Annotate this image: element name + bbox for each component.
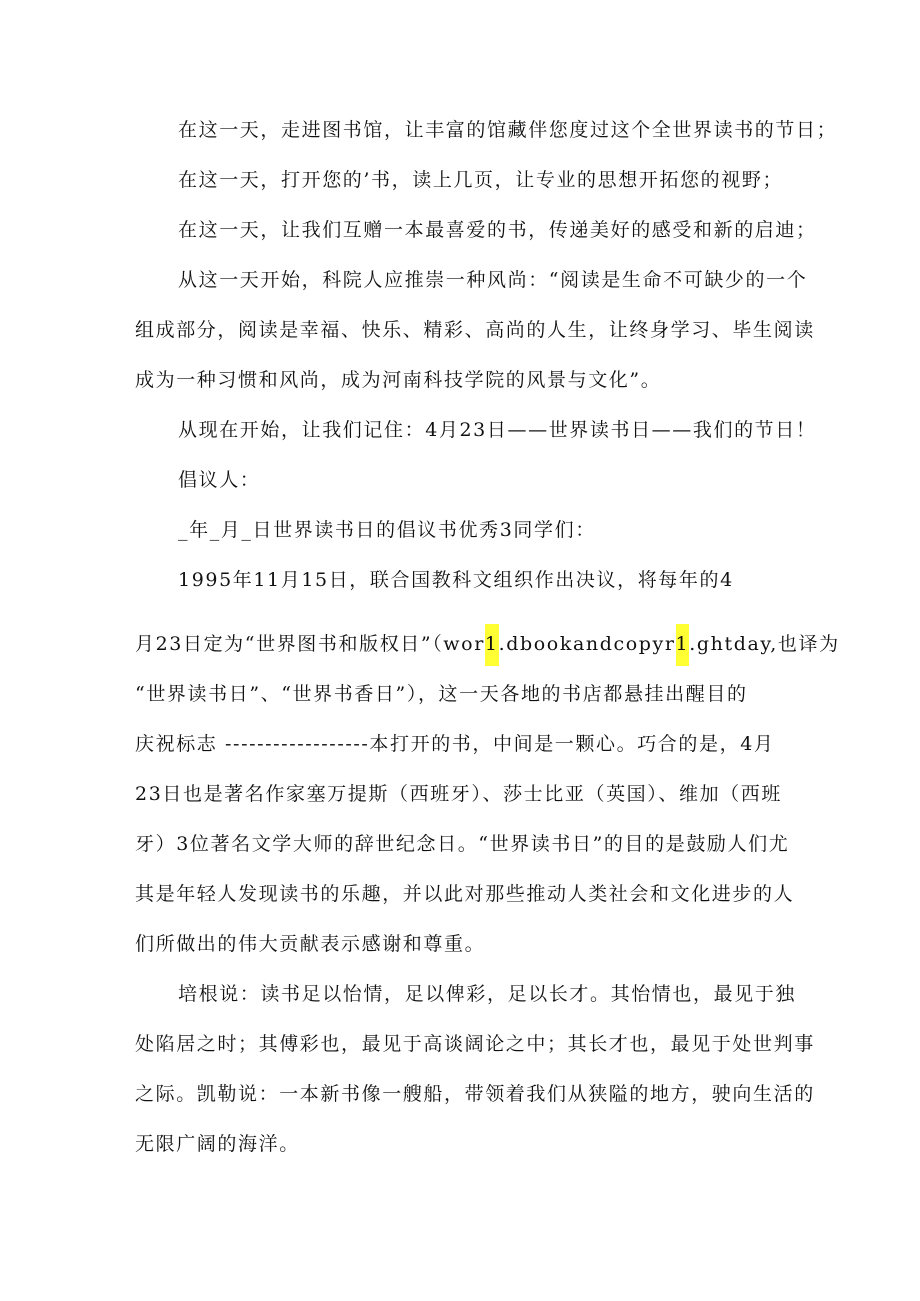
paragraph-library-day: 在这一天，走进图书馆，让丰富的馆藏伴您度过这个全世界读书的节日； xyxy=(178,119,838,141)
paragraph-open-book: 在这一天，打开您的’书，读上几页，让专业的思想开拓您的视野； xyxy=(178,169,784,191)
paragraph-trend-line2: 组成部分，阅读是幸福、快乐、精彩、高尚的人生，让终身学习、毕生阅读 xyxy=(135,319,815,341)
paragraph-date-heading: _年_月_日世界读书日的倡议书优秀3同学们： xyxy=(178,519,596,541)
paragraph-quotes-line2: 处陷居之时；其傅彩也，最见于高谈阔论之中；其长才也，最见于处世判事 xyxy=(135,1033,815,1055)
paragraph-trend-line1: 从这一天开始，科院人应推崇一种风尚：“阅读是生命不可缺少的一个 xyxy=(178,269,808,291)
text-segment: 月23日定为“世界图书和版权日”（wor xyxy=(135,633,485,655)
paragraph-unesco-intro: 1995年11月15日，联合国教科文组织作出决议，将每年的4 xyxy=(178,569,734,591)
highlight-mark: 1 xyxy=(676,624,690,666)
paragraph-world-book-day-line3: 庆祝标志 ------------------本打开的书，中间是一颗心。巧合的是，4月 xyxy=(135,733,775,755)
paragraph-quotes-line4: 无限广阔的海洋。 xyxy=(135,1133,300,1155)
paragraph-world-book-day-line7: 们所做出的伟大贡献表示感谢和尊重。 xyxy=(135,933,486,955)
paragraph-gift-book: 在这一天，让我们互赠一本最喜爱的书，传递美好的感受和新的启迪； xyxy=(178,219,817,241)
highlight-mark: 1 xyxy=(485,624,499,666)
paragraph-quotes-line3: 之际。凯勒说：一本新书像一艘船，带领着我们从狭隘的地方，驶向生活的 xyxy=(135,1083,815,1105)
paragraph-world-book-day-line2: “世界读书日”、“世界书香日”），这一天各地的书店都悬挂出醒目的 xyxy=(135,683,748,705)
paragraph-proposer: 倡议人： xyxy=(178,469,261,491)
paragraph-world-book-day-line6: 其是年轻人发现读书的乐趣，并以此对那些推动人类社会和文化进步的人 xyxy=(135,883,795,905)
paragraph-world-book-day-line1 xyxy=(135,630,840,658)
paragraph-world-book-day-line5: 牙）3位著名文学大师的辞世纪念日。“世界读书日”的目的是鼓励人们尤 xyxy=(135,833,790,855)
text-segment: .ghtday,也译为 xyxy=(689,633,840,655)
paragraph-world-book-day-line4: 23日也是著名作家塞万提斯（西班牙）、莎士比亚（英国）、维加（西班 xyxy=(135,783,782,805)
text-segment: .dbookandcopyr xyxy=(498,633,676,655)
paragraph-quotes-line1: 培根说：读书足以怡情，足以俾彩，足以长才。其怡情也，最见于独 xyxy=(178,983,797,1005)
paragraph-trend-line3: 成为一种习惯和风尚，成为河南科技学院的风景与文化”。 xyxy=(135,369,662,391)
paragraph-remember: 从现在开始，让我们记住：4月23日——世界读书日——我们的节日！ xyxy=(178,419,817,441)
